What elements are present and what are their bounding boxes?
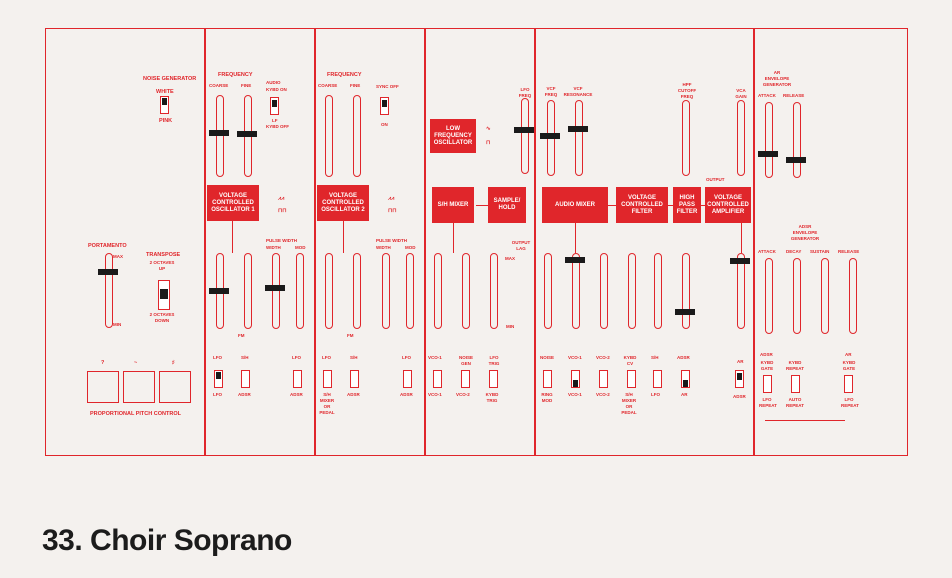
adsr-release-slider[interactable] — [849, 258, 857, 334]
wire — [343, 221, 344, 253]
vco2-sync-switch[interactable] — [380, 97, 389, 115]
noise-pink-label: PINK — [159, 118, 173, 124]
adsr-kybd-gate: KYBD GATE — [760, 360, 774, 371]
vca-switch[interactable] — [735, 370, 744, 388]
divider — [204, 28, 206, 456]
sh-lfo-trig: LFO TRIG — [488, 355, 500, 366]
noise-white-label: WHITE — [156, 89, 174, 95]
vcf-lfo: LFO — [651, 392, 660, 397]
wire — [608, 205, 616, 206]
wire — [701, 205, 705, 206]
vco1-wave-saw: ⩘⩘ — [278, 196, 285, 202]
wire — [232, 221, 233, 253]
vco1-pw-mod-slider[interactable] — [296, 253, 304, 329]
vco2-pw-switch[interactable] — [403, 370, 412, 388]
vco1-pw-switch[interactable] — [293, 370, 302, 388]
vco2-on: ON — [381, 122, 388, 127]
vco1-audio: AUDIO — [266, 80, 281, 85]
noise-header: NOISE GENERATOR — [143, 76, 197, 82]
vcf-switch-6[interactable] — [681, 370, 690, 388]
vco2-fm: FM — [347, 333, 354, 338]
vco1-adsr: ADSR — [238, 392, 251, 397]
pitch-button-mid[interactable] — [123, 371, 155, 403]
vcf-freq-label: VCF FREQ — [544, 86, 558, 97]
vco1-freq-label: FREQUENCY — [218, 72, 253, 78]
vco1-fine: FINE — [241, 83, 252, 88]
vca-ar: AR — [737, 359, 744, 364]
adsr-kybd-repeat: KYBD REPEAT — [786, 360, 804, 371]
portamento-min: MIN — [113, 322, 122, 327]
adsr-switch-1[interactable] — [763, 375, 772, 393]
mixer-vco1-slider[interactable] — [572, 253, 580, 329]
vco2-pw-width-slider[interactable] — [382, 253, 390, 329]
vco1-kybd-off: KYBD OFF — [266, 124, 289, 129]
vco2-freq-label: FREQUENCY — [327, 72, 362, 78]
vcf-freq-slider[interactable] — [547, 100, 555, 176]
adsr-ar: AR — [845, 352, 852, 357]
vca-label: VCA GAIN — [735, 88, 747, 99]
vcf-switch-4[interactable] — [627, 370, 636, 388]
wire — [668, 205, 673, 206]
hpf-box: HIGH PASS FILTER — [673, 187, 701, 223]
sh-noise-slider[interactable] — [462, 253, 470, 329]
vca-output: OUTPUT — [706, 177, 725, 182]
pitch-button-right[interactable] — [159, 371, 191, 403]
vcf-adsr: ADSR — [677, 355, 690, 360]
sh-noise-gen: NOISE GEN — [458, 355, 473, 366]
sh-output-lag: OUTPUT LAG — [511, 240, 531, 251]
adsr-header: ADSR ENVELOPE GENERATOR — [790, 224, 820, 241]
vcf-switch-2[interactable] — [571, 370, 580, 388]
vco2-adsr2: ADSR — [400, 392, 413, 397]
sh-max: MAX — [505, 256, 515, 261]
vco1-sh: S/H — [241, 355, 249, 360]
adsr-adsr: ADSR — [760, 352, 773, 357]
adsr-switch-2[interactable] — [791, 375, 800, 393]
vcf-switch-1[interactable] — [543, 370, 552, 388]
vco1-range-switch[interactable] — [270, 97, 279, 115]
wire — [765, 420, 845, 421]
vcf-sh: S/H — [651, 355, 659, 360]
divider — [424, 28, 426, 456]
audio-mixer-box: AUDIO MIXER — [542, 187, 608, 223]
vcf-kybd-slider[interactable] — [628, 253, 636, 329]
vco2-wave-saw: ⩘⩘ — [388, 196, 395, 202]
vcf-box: VOLTAGE CONTROLLED FILTER — [616, 187, 668, 223]
lfo-freq-label: LFO FREQ — [518, 87, 532, 98]
vco1-fm: FM — [238, 333, 245, 338]
vco1-adsr2: ADSR — [290, 392, 303, 397]
vco1-kybd-on: KYBD ON — [266, 87, 287, 92]
vco2-box: VOLTAGE CONTROLLED OSCILLATOR 2 — [317, 185, 369, 221]
wire — [741, 223, 742, 253]
page-title: 33. Choir Soprano — [42, 524, 292, 557]
sh-lag-slider[interactable] — [490, 253, 498, 329]
portamento-slider[interactable] — [105, 253, 113, 328]
vco1-lfo: LFO — [213, 355, 222, 360]
vcf-kybd-cv: KYBD CV — [623, 355, 637, 366]
sh-vco1b: VCO-1 — [428, 392, 442, 397]
transpose-up: 2 OCTAVES UP — [149, 260, 175, 271]
vco1-coarse-slider[interactable] — [216, 95, 224, 177]
vco2-adsr: ADSR — [347, 392, 360, 397]
sh-kybd-trig: KYBD TRIG — [485, 392, 499, 403]
vco2-fm-slider-1[interactable] — [325, 253, 333, 329]
mixer-noise-slider[interactable] — [544, 253, 552, 329]
sh-vco1-slider[interactable] — [434, 253, 442, 329]
vco2-lfo: LFO — [322, 355, 331, 360]
lfo-wave-square: ⊓ — [486, 140, 491, 146]
mixer-vco2-slider[interactable] — [600, 253, 608, 329]
vco1-pw-width-slider[interactable] — [272, 253, 280, 329]
transpose-switch[interactable] — [158, 280, 170, 310]
vco2-pulse-width: PULSE WIDTH — [376, 238, 407, 243]
vco2-width: WIDTH — [376, 245, 391, 250]
vca-adsr: ADSR — [733, 394, 746, 399]
transpose-down: 2 OCTAVES DOWN — [149, 312, 175, 323]
vcf-res-slider[interactable] — [575, 100, 583, 176]
vcf-sh-slider[interactable] — [654, 253, 662, 329]
adsr-lfo-repeat: LFO REPEAT — [759, 397, 777, 408]
vco1-fm-switch-2[interactable] — [241, 370, 250, 388]
vco2-fm-switch-1[interactable] — [323, 370, 332, 388]
vcf-vco2b: VCO-2 — [596, 392, 610, 397]
proportional-label: PROPORTIONAL PITCH CONTROL — [90, 411, 181, 417]
vco1-lfo2: LFO — [292, 355, 301, 360]
vco2-sync: SYNC OFF — [376, 84, 399, 89]
sh-switch-2[interactable] — [461, 370, 470, 388]
lfo-freq-slider[interactable] — [521, 98, 529, 174]
vcf-adsr-slider[interactable] — [682, 253, 690, 329]
vcf-ar: AR — [681, 392, 688, 397]
vco2-wave-square: ⊓⊓ — [388, 208, 397, 214]
adsr-auto-repeat: AUTO REPEAT — [786, 397, 804, 408]
divider — [753, 28, 755, 456]
adsr-release: RELEASE — [838, 249, 860, 254]
vcf-ring: RING MOD — [541, 392, 553, 403]
vcf-vco1b: VCO-1 — [568, 392, 582, 397]
adsr-attack: ATTACK — [758, 249, 776, 254]
vco1-lfo3: LFO — [213, 392, 222, 397]
pitch-right-label: ♯ — [172, 360, 175, 366]
vco1-coarse: COARSE — [209, 83, 229, 88]
vcf-vco1: VCO-1 — [568, 355, 582, 360]
ar-header: AR ENVELOPE GENERATOR — [762, 70, 792, 87]
vco2-fine: FINE — [350, 83, 361, 88]
vco2-pw-mod-slider[interactable] — [406, 253, 414, 329]
vcf-noise: NOISE — [540, 355, 555, 360]
adsr-sustain: SUSTAIN — [810, 249, 830, 254]
vco1-fm-switch-1[interactable] — [214, 370, 223, 388]
vco2-mod: MOD — [405, 245, 416, 250]
adsr-decay-slider[interactable] — [793, 258, 801, 334]
vca-box: VOLTAGE CONTROLLED AMPLIFIER — [705, 187, 751, 223]
ar-release: RELEASE — [783, 93, 805, 98]
vco1-wave-square: ⊓⊓ — [278, 208, 287, 214]
pitch-button-left[interactable] — [87, 371, 119, 403]
vco2-mixer: S/H MIXER OR PEDAL — [319, 392, 335, 415]
vco1-width: WIDTH — [266, 245, 281, 250]
wire — [476, 205, 488, 206]
vca-gain-slider[interactable] — [737, 100, 745, 176]
vcf-res-label: VCF RESONANCE — [563, 86, 593, 97]
sh-mixer-box: S/H MIXER — [432, 187, 474, 223]
pitch-left-label: ? — [101, 360, 105, 366]
vco2-fine-slider[interactable] — [353, 95, 361, 177]
wire — [575, 223, 576, 253]
portamento-max: MAX — [113, 254, 123, 259]
sh-min: MIN — [506, 324, 515, 329]
lfo-wave-sine: ∿ — [486, 126, 491, 132]
vco2-coarse: COARSE — [318, 83, 338, 88]
vco2-coarse-slider[interactable] — [325, 95, 333, 177]
vco2-fm-switch-2[interactable] — [350, 370, 359, 388]
vcf-vco2: VCO-2 — [596, 355, 610, 360]
sample-hold-box: SAMPLE/ HOLD — [488, 187, 526, 223]
adsr-kybd-gate2: KYBD GATE — [842, 360, 856, 371]
adsr-sustain-slider[interactable] — [821, 258, 829, 334]
sh-vco1: VCO-1 — [428, 355, 442, 360]
adsr-decay: DECAY — [786, 249, 802, 254]
wire — [453, 223, 454, 253]
vcf-switch-5[interactable] — [653, 370, 662, 388]
vco1-lf: LF — [272, 118, 278, 123]
lfo-box: LOW FREQUENCY OSCILLATOR — [430, 119, 476, 153]
ar-release-slider[interactable] — [793, 102, 801, 178]
vco1-mod: MOD — [295, 245, 306, 250]
ar-attack-slider[interactable] — [765, 102, 773, 178]
adsr-lfo-repeat2: LFO REPEAT — [841, 397, 859, 408]
vcf-switch-3[interactable] — [599, 370, 608, 388]
portamento-label: PORTAMENTO — [88, 243, 127, 249]
divider — [314, 28, 316, 456]
adsr-switch-3[interactable] — [844, 375, 853, 393]
adsr-attack-slider[interactable] — [765, 258, 773, 334]
hpf-slider[interactable] — [682, 100, 690, 176]
vco2-lfo2: LFO — [402, 355, 411, 360]
transpose-label: TRANSPOSE — [146, 252, 181, 258]
vco1-fm-slider-1[interactable] — [216, 253, 224, 329]
sh-switch-3[interactable] — [489, 370, 498, 388]
noise-switch[interactable] — [160, 96, 169, 114]
vco1-box: VOLTAGE CONTROLLED OSCILLATOR 1 — [207, 185, 259, 221]
ar-attack: ATTACK — [758, 93, 776, 98]
vco1-pulse-width: PULSE WIDTH — [266, 238, 297, 243]
vco2-fm-slider-2[interactable] — [353, 253, 361, 329]
vco1-fm-slider-2[interactable] — [244, 253, 252, 329]
sh-vco2: VCO-2 — [456, 392, 470, 397]
vco2-sh: S/H — [350, 355, 358, 360]
sh-switch-1[interactable] — [433, 370, 442, 388]
pitch-mid-label: ~ — [134, 360, 138, 366]
vcf-mixer: S/H MIXER OR PEDAL — [621, 392, 637, 415]
vca-slider[interactable] — [737, 253, 745, 329]
vco1-fine-slider[interactable] — [244, 95, 252, 177]
hpf-label: HPF CUTOFF FREQ — [677, 82, 697, 99]
